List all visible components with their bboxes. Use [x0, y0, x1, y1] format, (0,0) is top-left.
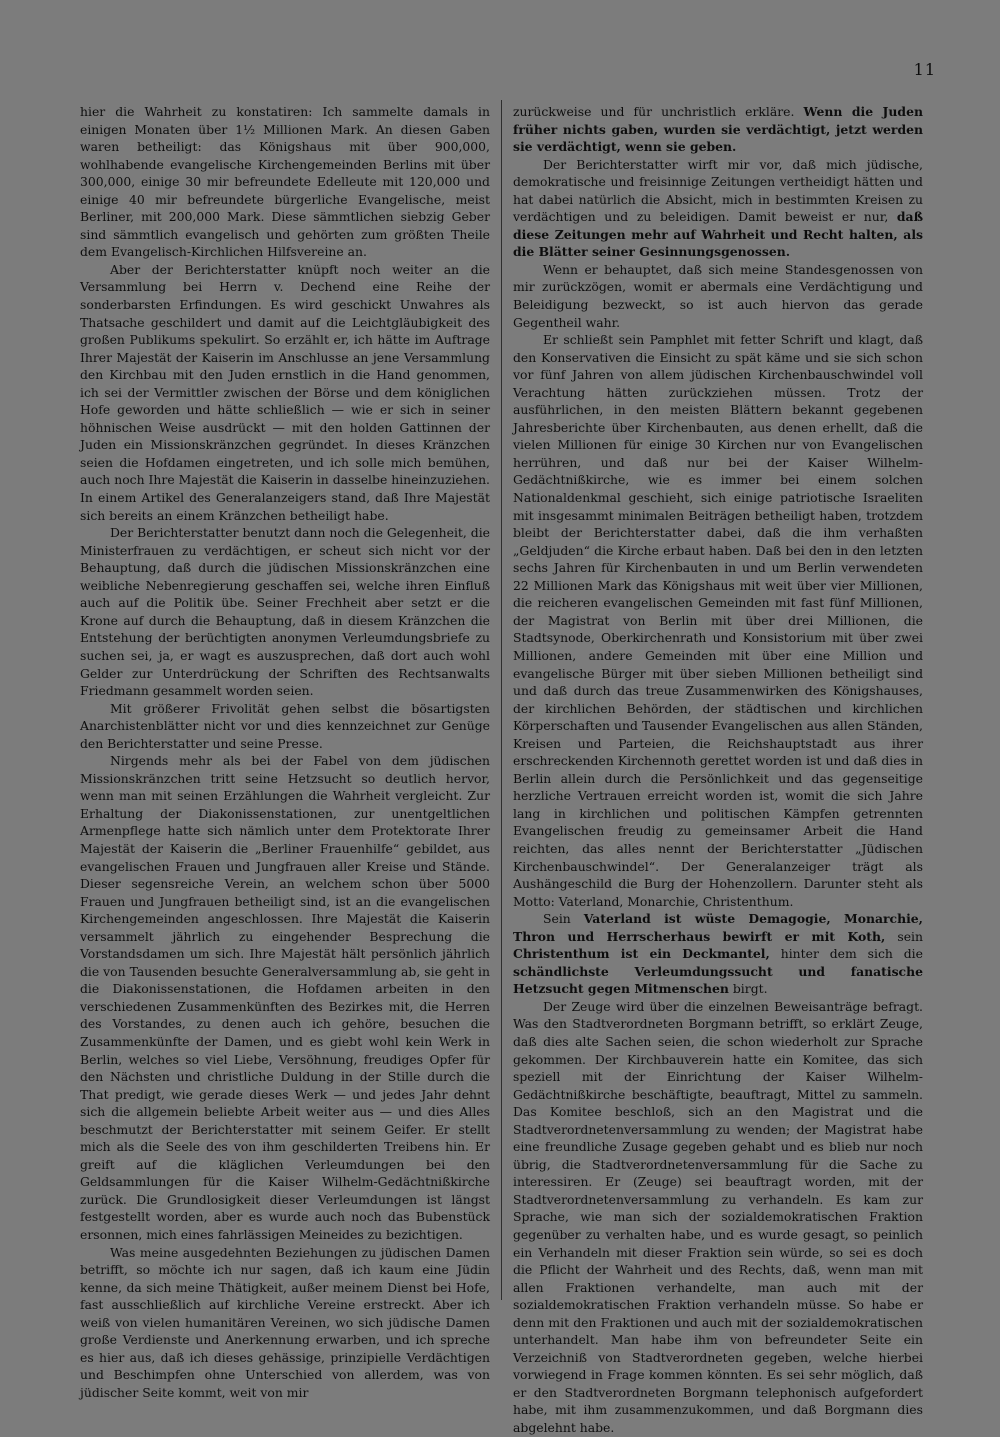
right-column — [513, 103, 923, 1437]
paragraph: Aber der Berichterstatter knüpft noch weiter an die Versammlung bei Herrn v. Dechend eine Reihe der sonderbarsten Erfindungen. Es wird geschickt Unwahres als Thatsache geschildert und damit auf die Leichtgläubigkeit des großen Publikums spekulirt. So erzählt er, ich hätte im Auftrage Ihrer Majestät der Kaiserin im Anschlusse an jene Versammlung den Kirchbau mit den Juden ernstlich in die Hand genommen, ich sei der Vermittler zwischen der Börse und dem königlichen Hofe geworden und hätte schließlich — wie er sich in seiner höhnischen Weise ausdrückt — mit den holden Gattinnen der Juden ein Missionskränzchen gegründet. In dieses Kränzchen seien die Hofdamen eingetreten, und ich solle mich bemühen, auch noch Ihre Majestät die Kaiserin in dasselbe hineinzuziehen. In einem Artikel des Generalanzeigers stand, daß Ihre Majestät sich bereits an einem Kränzchen betheiligt habe. — [80, 261, 490, 523]
text-run: sein — [897, 928, 923, 944]
paragraph: hier die Wahrheit zu konstatiren: Ich sammelte damals in einigen Monaten über 1½ Millionen Mark. An diesen Gaben waren betheiligt: das Königshaus mit über 900,000, wohlhabende evangelische Kirchengemeinden Berlins mit über 300,000, einige 30 mir befreundete Edelleute mit 120,000 und einige 40 mir befreundete bürgerliche Evangelische, meist Berliner, mit 200,000 Mark. Diese sämmtlichen siebzig Geber sind sämmtlich evangelisch und gehörten zum größten Theile dem Evangelisch-Kirchlichen Hilfsvereine an. — [80, 104, 490, 260]
paragraph — [513, 103, 923, 156]
text-run: birgt. — [732, 981, 768, 997]
text-run: Sein — [543, 911, 571, 927]
left-column — [80, 103, 490, 1401]
bold-text-run: Vaterland ist wüste Demagogie, Monarchie, Thron und Herrscherhaus bewirft er mit Koth, — [513, 911, 923, 944]
text-run: Der Berichterstatter wirft mir vor, daß mich jüdische, demokratische und freisinnige Zeitungen vertheidigt hätten und hat dabei natürlich die Absicht, mich in bestimmten Kreisen zu verdächtigen und zu beleidigen. Damit beweist er nur, — [513, 156, 923, 225]
bold-text-run: schändlichste Verleumdungssucht und fanatische Hetzsucht gegen Mitmenschen — [513, 963, 923, 997]
paragraph — [513, 910, 923, 998]
page-number: 11 — [913, 60, 936, 79]
paragraph: Was meine ausgedehnten Beziehungen zu jüdischen Damen betrifft, so möchte ich nur sagen, daß ich kaum eine Jüdin kenne, da sich meine Thätigkeit, außer meinem Dienst bei Hofe, fast ausschließlich auf kirchliche Vereine erstreckt. Aber ich weiß von vielen humanitären Vereinen, wo sich jüdische Damen große Verdienste und Anerkennung erwarben, und ich spreche es hier aus, daß ich dieses gehässige, prinzipielle Verdächtigen und Beschimpfen ohne Unterschied von allerdem, was von jüdischer Seite kommt, weit von mir — [80, 1244, 490, 1400]
text-run: hinter dem sich die — [780, 946, 923, 962]
paragraph: Mit größerer Frivolität gehen selbst die bösartigsten Anarchistenblätter nicht vor und dies kennzeichnet zur Genüge den Berichterstatter und seine Presse. — [80, 700, 490, 751]
bold-text-run: Christenthum ist ein Deckmantel, — [513, 946, 770, 962]
text-run: zurückweise und für unchristlich erkläre. — [513, 104, 795, 119]
paragraph: Der Zeuge wird über die einzelnen Beweisanträge befragt. Was den Stadtverordneten Borgmann betrifft, so erklärt Zeuge, daß dies alte Sachen seien, die schon wiederholt zur Sprache gekommen. Der Kirchbauverein hatte ein Komitee, das sich speziell mit der Einrichtung der Kaiser Wilhelm-Gedächtnißkirche beschäftigte, beauftragt, Mittel zu sammeln. Das Komitee beschloß, sich an den Magistrat und die Stadtverordnetenversammlung zu wenden; der Magistrat habe eine freundliche Zusage gegeben gehabt und es blieb nur noch übrig, die Stadtverordnetenversammlung für die Sache zu interessiren. Er (Zeuge) sei beauftragt worden, mit der Stadtverordnetenversammlung zu verhandeln. Es kam zur Sprache, wie man sich der sozialdemokratischen Fraktion gegenüber zu verhalten habe, und es wurde gesagt, so peinlich ein Verhandeln mit dieser Fraktion sein würde, so sei es doch die Pflicht der Wahrheit und des Rechts, daß, wenn man mit allen Fraktionen verhandelte, man auch mit der sozialdemokratischen Fraktion verhandeln müsse. So habe er denn mit den Fraktionen und auch mit der sozialdemokratischen unterhandelt. Man habe ihm von befreundeter Seite ein Verzeichniß von Stadtverordneten gegeben, welche hierbei vorwiegend in Frage kommen könnten. Es sei sehr möglich, daß er den Stadtverordneten Borgmann telephonisch aufgefordert habe, mit ihm zusammenzukommen, und daß Borgmann dies abgelehnt habe. — [513, 998, 923, 1436]
bold-text-run: daß diese Zeitungen mehr auf Wahrheit und Recht halten, als die Blätter seiner Gesinnungsgenossen. — [513, 209, 923, 260]
paragraph: Nirgends mehr als bei der Fabel von dem jüdischen Missionskränzchen tritt seine Hetzsucht so deutlich hervor, wenn man mit seinen Erzählungen die Wahrheit vergleicht. Zur Erhaltung der Diakonissenstationen, zur unentgeltlichen Armenpflege hatte sich nämlich unter dem Protektorate Ihrer Majestät der Kaiserin die „Berliner Frauenhilfe“ gebildet, aus evangelischen Frauen und Jungfrauen aller Kreise und Stände. Dieser segensreiche Verein, an welchem schon über 5000 Frauen und Jungfrauen betheiligt sind, ist an die evangelischen Kirchengemeinden angeschlossen. Ihre Majestät die Kaiserin versammelt jährlich zu eingehender Besprechung die Vorstandsdamen um sich. Ihre Majestät hält persönlich jährlich die von Tausenden besuchte Generalversammlung ab, sie geht in die Diakonissenstationen, die Hofdamen arbeiten in den verschiedenen Zusammenkünften des Bezirkes mit, die Herren des Vorstandes, zu denen auch ich gehöre, besuchen die Zusammenkünfte der Damen, und es giebt wohl kein Werk in Berlin, welches so viel Liebe, Versöhnung, freudiges Opfer für den Nächsten und christliche Duldung in der Stille durch die That predigt, wie gerade dieses Werk — und jedes Jahr dehnt sich die allgemein beliebte Arbeit weiter aus — und dies Alles beschmutzt der Berichterstatter mit seinem Geifer. Er stellt mich als die Seele des von ihm geschilderten Treibens hin. Er greift auf die kläglichen Verleumdungen bei den Geldsammlungen für die Kaiser Wilhelm-Gedächtnißkirche zurück. Die Grundlosigkeit dieser Verleumdungen ist längst festgestellt worden, aber es wurde auch noch das Bubenstück ersonnen, mich eines fahrlässigen Meineides zu bezichtigen. — [80, 753, 490, 1242]
paragraph — [513, 156, 923, 261]
column-divider — [501, 100, 502, 1300]
paragraph: Wenn er behauptet, daß sich meine Standesgenossen von mir zurückzögen, womit er abermals eine Verdächtigung und Beleidigung bezweckt, so ist auch hiervon das gerade Gegentheil wahr. — [513, 261, 923, 330]
paragraph: Der Berichterstatter benutzt dann noch die Gelegenheit, die Ministerfrauen zu verdächtigen, er scheut sich nicht vor der Behauptung, daß durch die jüdischen Missionskränzchen eine weibliche Nebenregierung geschaffen sei, welche ihren Einfluß auch auf die Politik übe. Seiner Frechheit aber setzt er die Krone auf durch die Behauptung, daß in diesem Kränzchen die Entstehung der berüchtigten anonymen Verleumdungsbriefe zu suchen sei, ja, er wagt es auszusprechen, daß dort auch wohl Gelder zur Unterdrückung der Schriften des Rechtsanwalts Friedmann gesammelt worden seien. — [80, 525, 490, 699]
bold-text-run: Wenn die Juden früher nichts gaben, wurden sie verdächtigt, jetzt werden sie verdächtigt, wenn sie geben. — [513, 104, 923, 155]
paragraph: Er schließt sein Pamphlet mit fetter Schrift und klagt, daß den Konservativen die Einsicht zu spät käme und sie sich schon vor fünf Jahren von allem jüdischen Kirchenbauschwindel voll Verachtung hätten zurückziehen müssen. Trotz der ausführlichen, in den meisten Blättern bekannt gegebenen Jahresberichte über Kirchenbauten, aus denen erhellt, daß die vielen Millionen für einige 30 Kirchen nur von Evangelischen herrühren, und daß nur bei der Kaiser Wilhelm-Gedächtnißkirche, wie es immer bei einem solchen Nationaldenkmal geschieht, sich einige patriotische Israeliten mit insgesammt minimalen Beiträgen betheiligt haben, trotzdem bleibt der Berichterstatter dabei, daß die ihm verhaßten „Geldjuden“ die Kirche erbaut haben. Daß bei den in den letzten sechs Jahren für Kirchenbauten in und um Berlin verwendeten 22 Millionen Mark das Königshaus mit weit über vier Millionen, die reicheren evangelischen Gemeinden mit fast fünf Millionen, der Magistrat von Berlin mit über drei Millionen, die Stadtsynode, Oberkirchenrath und Konsistorium mit über zwei Millionen, andere Gemeinden mit über eine Million und evangelische Bürger mit über sieben Millionen betheiligt sind und daß durch das treue Zusammenwirken des Königshauses, der kirchlichen Behörden, der städtischen und kirchlichen Körperschaften und Tausender Evangelischen aus allen Ständen, Kreisen und Parteien, die Reichshauptstadt aus ihrer erschreckenden Kirchennoth gerettet worden ist und daß dies in Berlin allein durch die Persönlichkeit und das gegenseitige herzliche Vertrauen erreicht worden ist, womit die sich Jahre lang in kirchlichen und politischen Kämpfen getrennten Evangelischen freudig zu gemeinsamer Arbeit die Hand reichten, das alles nennt der Berichterstatter „Jüdischen Kirchenbauschwindel“. Der Generalanzeiger trägt als Aushängeschild die Burg der Hohenzollern. Darunter steht als Motto: Vaterland, Monarchie, Christenthum. — [513, 332, 923, 909]
